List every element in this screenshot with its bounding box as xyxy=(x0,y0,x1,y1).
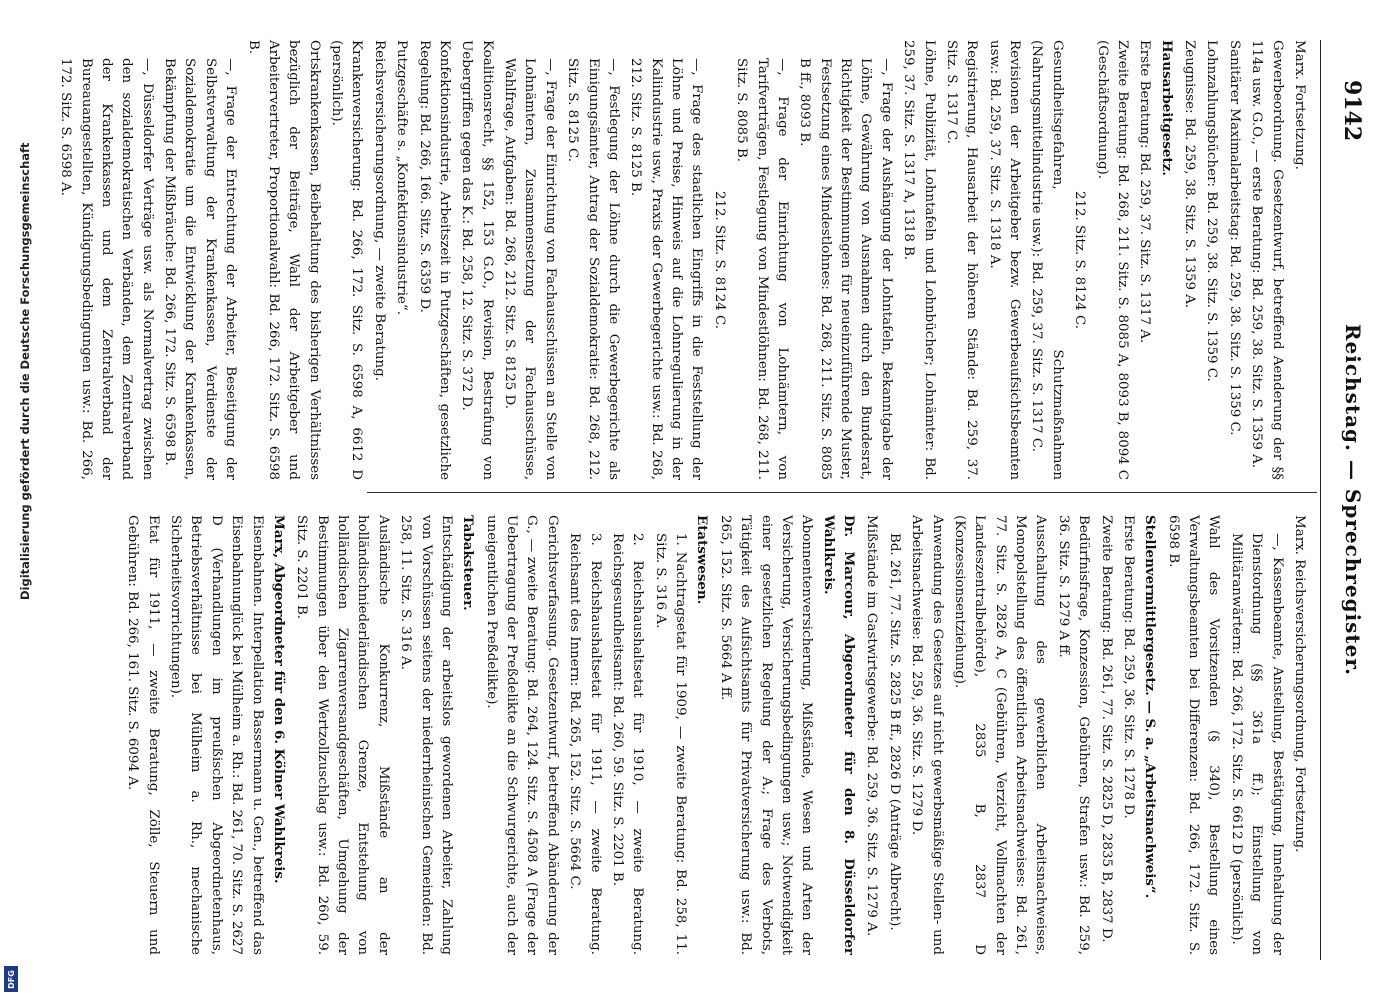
dfg-logo-text: DFG xyxy=(6,969,16,989)
register-entry: Eisenbahnen. Interpellation Bassermann u. Gen., betreffend das Eisenbahnunglück bei Mülheim a. Rh.: Bd. 261, 70. Sitz. S. 2627 D (Verhandlungen im preußischen Abgeordnetenhaus, Betriebsverhältnisse bei Mülheim a. Rh., mechanische Sicherheitsvorrichtungen). xyxy=(168,515,265,955)
register-heading: Stellenvermittlergesetz. — S. a. „Arbeitsnachweis“. xyxy=(1142,515,1159,899)
register-entry: Zweite Beratung: Bd. 268, 211. Sitz. S. 8085 A, 8093 B, 8094 C (Geschäftsordnung). xyxy=(1094,40,1130,480)
register-entry: Ausländische Konkurrenz, Mißstände an der holländischniederländischen Grenze, Entstehung von holländischen Zigarrenversandgeschäften, Umgehung der Bestimmungen über den Wertzollzuschlag usw.: Bd. 260, 59. Sitz. S. 2201 B. xyxy=(294,515,391,955)
register-entry: Bedürfnisfrage, Konzession, Gebühren, Strafen usw.: Bd. 259, 36. Sitz. S. 1279 A ff. xyxy=(1055,515,1092,955)
page-header xyxy=(1327,40,1375,960)
speaker-heading: Dr. Marcour, Abgeordneter für den 8. Düsseldorfer Wahlkreis. xyxy=(820,515,858,955)
digitization-notice-text: Digitalisierung gefördert durch die Deutsche Forschungsgemeinschaft xyxy=(18,142,32,600)
register-entry: —, Frage der Aushängung der Lohntafeln, Bekanntgabe der Löhne, Gewährung von Ausnahmen durch den Bundesrat, Richtigkeit der Bestimmungen für neueinzuführende Muster, Festsetzung eines Mindestlohnes: Bd. 268, 211. Sitz. S. 8085 B ff., 8093 B. xyxy=(797,58,894,480)
register-entry: —, Frage der Entrechtung der Arbeiter, Beseitigung der Selbstverwaltung der Krankenkassen, Verdienste der Sozialdemokratie um die Entwicklung der Krankenkassen, Bekämpfung der Mißbräuche: Bd. 266, 172. Sitz. S. 6598 B. xyxy=(162,58,239,480)
header-rule xyxy=(1320,40,1321,960)
register-entry: Registrierung, Hausarbeit der höheren Stände: Bd. 259, 37. Sitz. S. 1317 C. xyxy=(944,40,980,480)
register-entry: Gerichtsverfassung. Gesetzentwurf, betreffend Abänderung der G., — zweite Beratung: Bd. 264, 124. Sitz. S. 4508 A (Frage der Uebertragung der Preßdelikte an die Schwurgerichte, auch der uneigentlichen Preßdelikte). xyxy=(483,515,560,955)
right-column xyxy=(120,515,1309,955)
register-entry: Marx. Reichsversicherungsordnung, Fortsetzung. xyxy=(1292,515,1307,853)
register-entry: Gesundheitsgefahren, Schutzmaßnahmen (Nahrungsmittelindustrie usw.): Bd. 259, 37. Sitz. S. 1317 C. xyxy=(1029,40,1065,480)
speaker-heading: Marx, Abgeordneter für den 6. Kölner Wahlkreis. xyxy=(271,515,287,884)
register-heading: Etatswesen. xyxy=(694,515,711,605)
register-entry: 3. Reichshaushaltsetat für 1911, — zweite Beratung. Reichsamt des Innern: Bd. 265, 152. Sitz. S. 5664 C. xyxy=(567,533,603,955)
column-divider xyxy=(367,492,1317,493)
register-heading: Hausarbeitgesetz. xyxy=(1158,40,1175,176)
register-entry: Konfektionsindustrie, Arbeitszeit in Putzgeschäften, gesetzliche Regelung: Bd. 266, 166. Sitz. S. 6359 D. xyxy=(416,40,452,480)
left-column xyxy=(53,40,1309,480)
register-entry: Lohnzahlungsbücher: Bd. 259, 38. Sitz. S. 1359 C. xyxy=(1204,40,1220,382)
register-entry: —, Frage der Einrichtung von Fachausschüssen an Stelle von Lohnämtern, Zusammensetzung der Fachausschüsse, Wahlfrage, Aufgaben: Bd. 268, 212. Sitz. S. 8125 D. xyxy=(502,58,558,480)
register-entry: —, Kassenbeamte, Anstellung, Bestätigung, Innehaltung der Dienstordnung (§§ 361a ff.); Einstellung von Militäranwärtern: Bd. 266, 172. Sitz. S. 6612 D (persönlich). xyxy=(1228,533,1285,955)
dfg-logo xyxy=(4,966,18,992)
register-entry: Löhne, Publizität, Lohntafeln und Lohnbücher; Lohnämter: Bd. 259, 37. Sitz. S. 1317 A, 1318 B. xyxy=(901,40,937,480)
register-entry: Ausschaltung des gewerblichen Arbeitsnachweises, Monopolstellung des öffentlichen Arbeitsnachweises: Bd. 261, 77. Sitz. S. 2826 A, C (Gebühren, Verzicht, Vollmachten der Landeszentralbehörde), 2835 B, 2837 D (Konzessionsentziehung). xyxy=(952,515,1049,955)
register-entry: Marx. Fortsetzung. xyxy=(1292,40,1307,170)
register-entry: Erste Beratung: Bd. 259, 36. Sitz. S. 1278 D. xyxy=(1121,515,1136,819)
register-entry: Bd. 261, 77. Sitz. S. 2825 B ff., 2826 D (Anträge Albrecht). xyxy=(886,533,902,931)
register-entry: Revisionen der Arbeitgeber bezw. Gewerbeaufsichtsbeamten usw.: Bd. 259, 37. Sitz. S. 1318 A. xyxy=(986,40,1023,480)
register-entry: Zweite Beratung: Bd. 261, 77. Sitz. S. 2825 D, 2835 B, 2837 D. xyxy=(1098,515,1114,943)
register-entry: Putzgeschäfte s. „Konfektionsindustrie“. xyxy=(394,40,410,315)
register-entry: Koalitionsrecht, §§ 152, 153 G.O., Revision, Bestrafung von Uebergriffen gegen das K.: Bd. 258, 12. Sitz. S. 372 D. xyxy=(459,40,495,480)
page-number: 9142 xyxy=(1339,80,1365,142)
register-entry: 212. Sitz. S. 8124 C. xyxy=(711,190,727,330)
register-entry: Reichsversicherungsordnung, — zweite Beratung. xyxy=(371,40,387,382)
register-entry: Gewerbeordnung. Gesetzentwurf, betreffend Aenderung der §§ 114a usw. G.O., — erste Beratung: Bd. 259, 38. Sitz. S. 1359 A. xyxy=(1249,40,1285,480)
digitization-notice xyxy=(2,0,32,1000)
register-entry: Abonnentenversicherung, Mißstände, Wesen und Arten der Versicherung, Versicherungsbedingungen usw.; Notwendigkeit einer gesetzlichen Regelung der A.; Frage des Verbots, Tätigkeit des Aufsichtsamts für Privatversicherung usw.: Bd. 265, 152. Sitz. S. 5664 A ff. xyxy=(717,515,815,955)
register-entry: Sanitärer Maximalarbeitstag: Bd. 259, 38. Sitz. S. 1359 C. xyxy=(1226,40,1242,436)
register-entry: —, Düsseldorfer Verträge usw. als Normalvertrag zwischen den sozialdemokratischen Verbänden, dem Zentralverband der Krankenkassen und dem Zentralverband der Bureauangestellten, Kündigungsbedingungen usw.: Bd. 266, 172. Sitz. S. 6598 A. xyxy=(58,58,155,480)
register-entry: Entschädigung der arbeitslos gewordenen Arbeiter, Zahlung von Vorschüssen seitens der niederrheinischen Gemeinden: Bd. 258, 11. Sitz. S. 316 A. xyxy=(398,515,454,955)
register-entry: 2. Reichshaushaltsetat für 1910, — zweite Beratung. Reichsgesundheitsamt: Bd. 260, 59. Sitz. S. 2201 B. xyxy=(610,533,646,955)
register-entry: Krankenversicherung: Bd. 266, 172. Sitz. S. 6598 A, 6612 D (persönlich). xyxy=(329,40,365,480)
register-entry: —, Frage der Einrichtung von Lohnämtern, von Tarifverträgen, Festlegung von Mindestlöhnen: Bd. 268, 211. Sitz. S. 8085 B. xyxy=(734,58,790,480)
register-entry: Ortskrankenkassen, Beibehaltung des bisherigen Verhältnisses bezüglich der Beiträge, Wahl der Arbeitgeber und Arbeitervertreter, Proportionalwahl: Bd. 266, 172. Sitz. S. 6598 B. xyxy=(245,40,322,480)
page-title: Reichstag. — Sprechregister. xyxy=(1341,323,1365,677)
register-entry: 1. Nachtragsetat für 1909, — zweite Beratung: Bd. 258, 11. Sitz. S. 316 A. xyxy=(652,533,689,955)
register-heading: Tabaksteuer. xyxy=(460,515,477,611)
register-entry: Etat für 1911, — zweite Beratung, Zölle, Steuern und Gebühren: Bd. 266, 161. Sitz. S. 6094 A. xyxy=(125,515,161,955)
register-entry: Wahl des Vorsitzenden (§ 340), Bestellung eines Verwaltungsbeamten bei Differenzen: Bd. 266, 172. Sitz. S. 6598 B. xyxy=(1165,515,1222,955)
register-entry: —, Frage des staatlichen Eingriffs in die Feststellung der Löhne und Preise, Hinweis auf die Lohnregulierung in der Kaliindustrie usw., Praxis der Gewerbegerichte usw.: Bd. 268, 212. Sitz. S. 8125 B. xyxy=(628,58,705,480)
register-entry: Anwendung des Gesetzes auf nicht gewerbsmäßige Stellen- und Arbeitsnachweise: Bd. 259, 36. Sitz. S. 1279 D. xyxy=(909,515,945,955)
register-entry: —, Festlegung der Löhne durch die Gewerbegerichte als Einigungsämter, Antrag der Sozialdemokratie: Bd. 268, 212. Sitz. S. 8125 C. xyxy=(565,58,621,480)
register-entry: Zeugnisse: Bd. 259, 38. Sitz. S. 1359 A. xyxy=(1182,40,1198,309)
register-entry: Mißstände im Gastwirtsgewerbe: Bd. 259, 36. Sitz. S. 1279 A. xyxy=(864,515,880,937)
register-entry: 212. Sitz. S. 8124 C. xyxy=(1072,190,1088,330)
register-entry: Erste Beratung: Bd. 259, 37. Sitz. S. 1317 A. xyxy=(1137,40,1153,344)
